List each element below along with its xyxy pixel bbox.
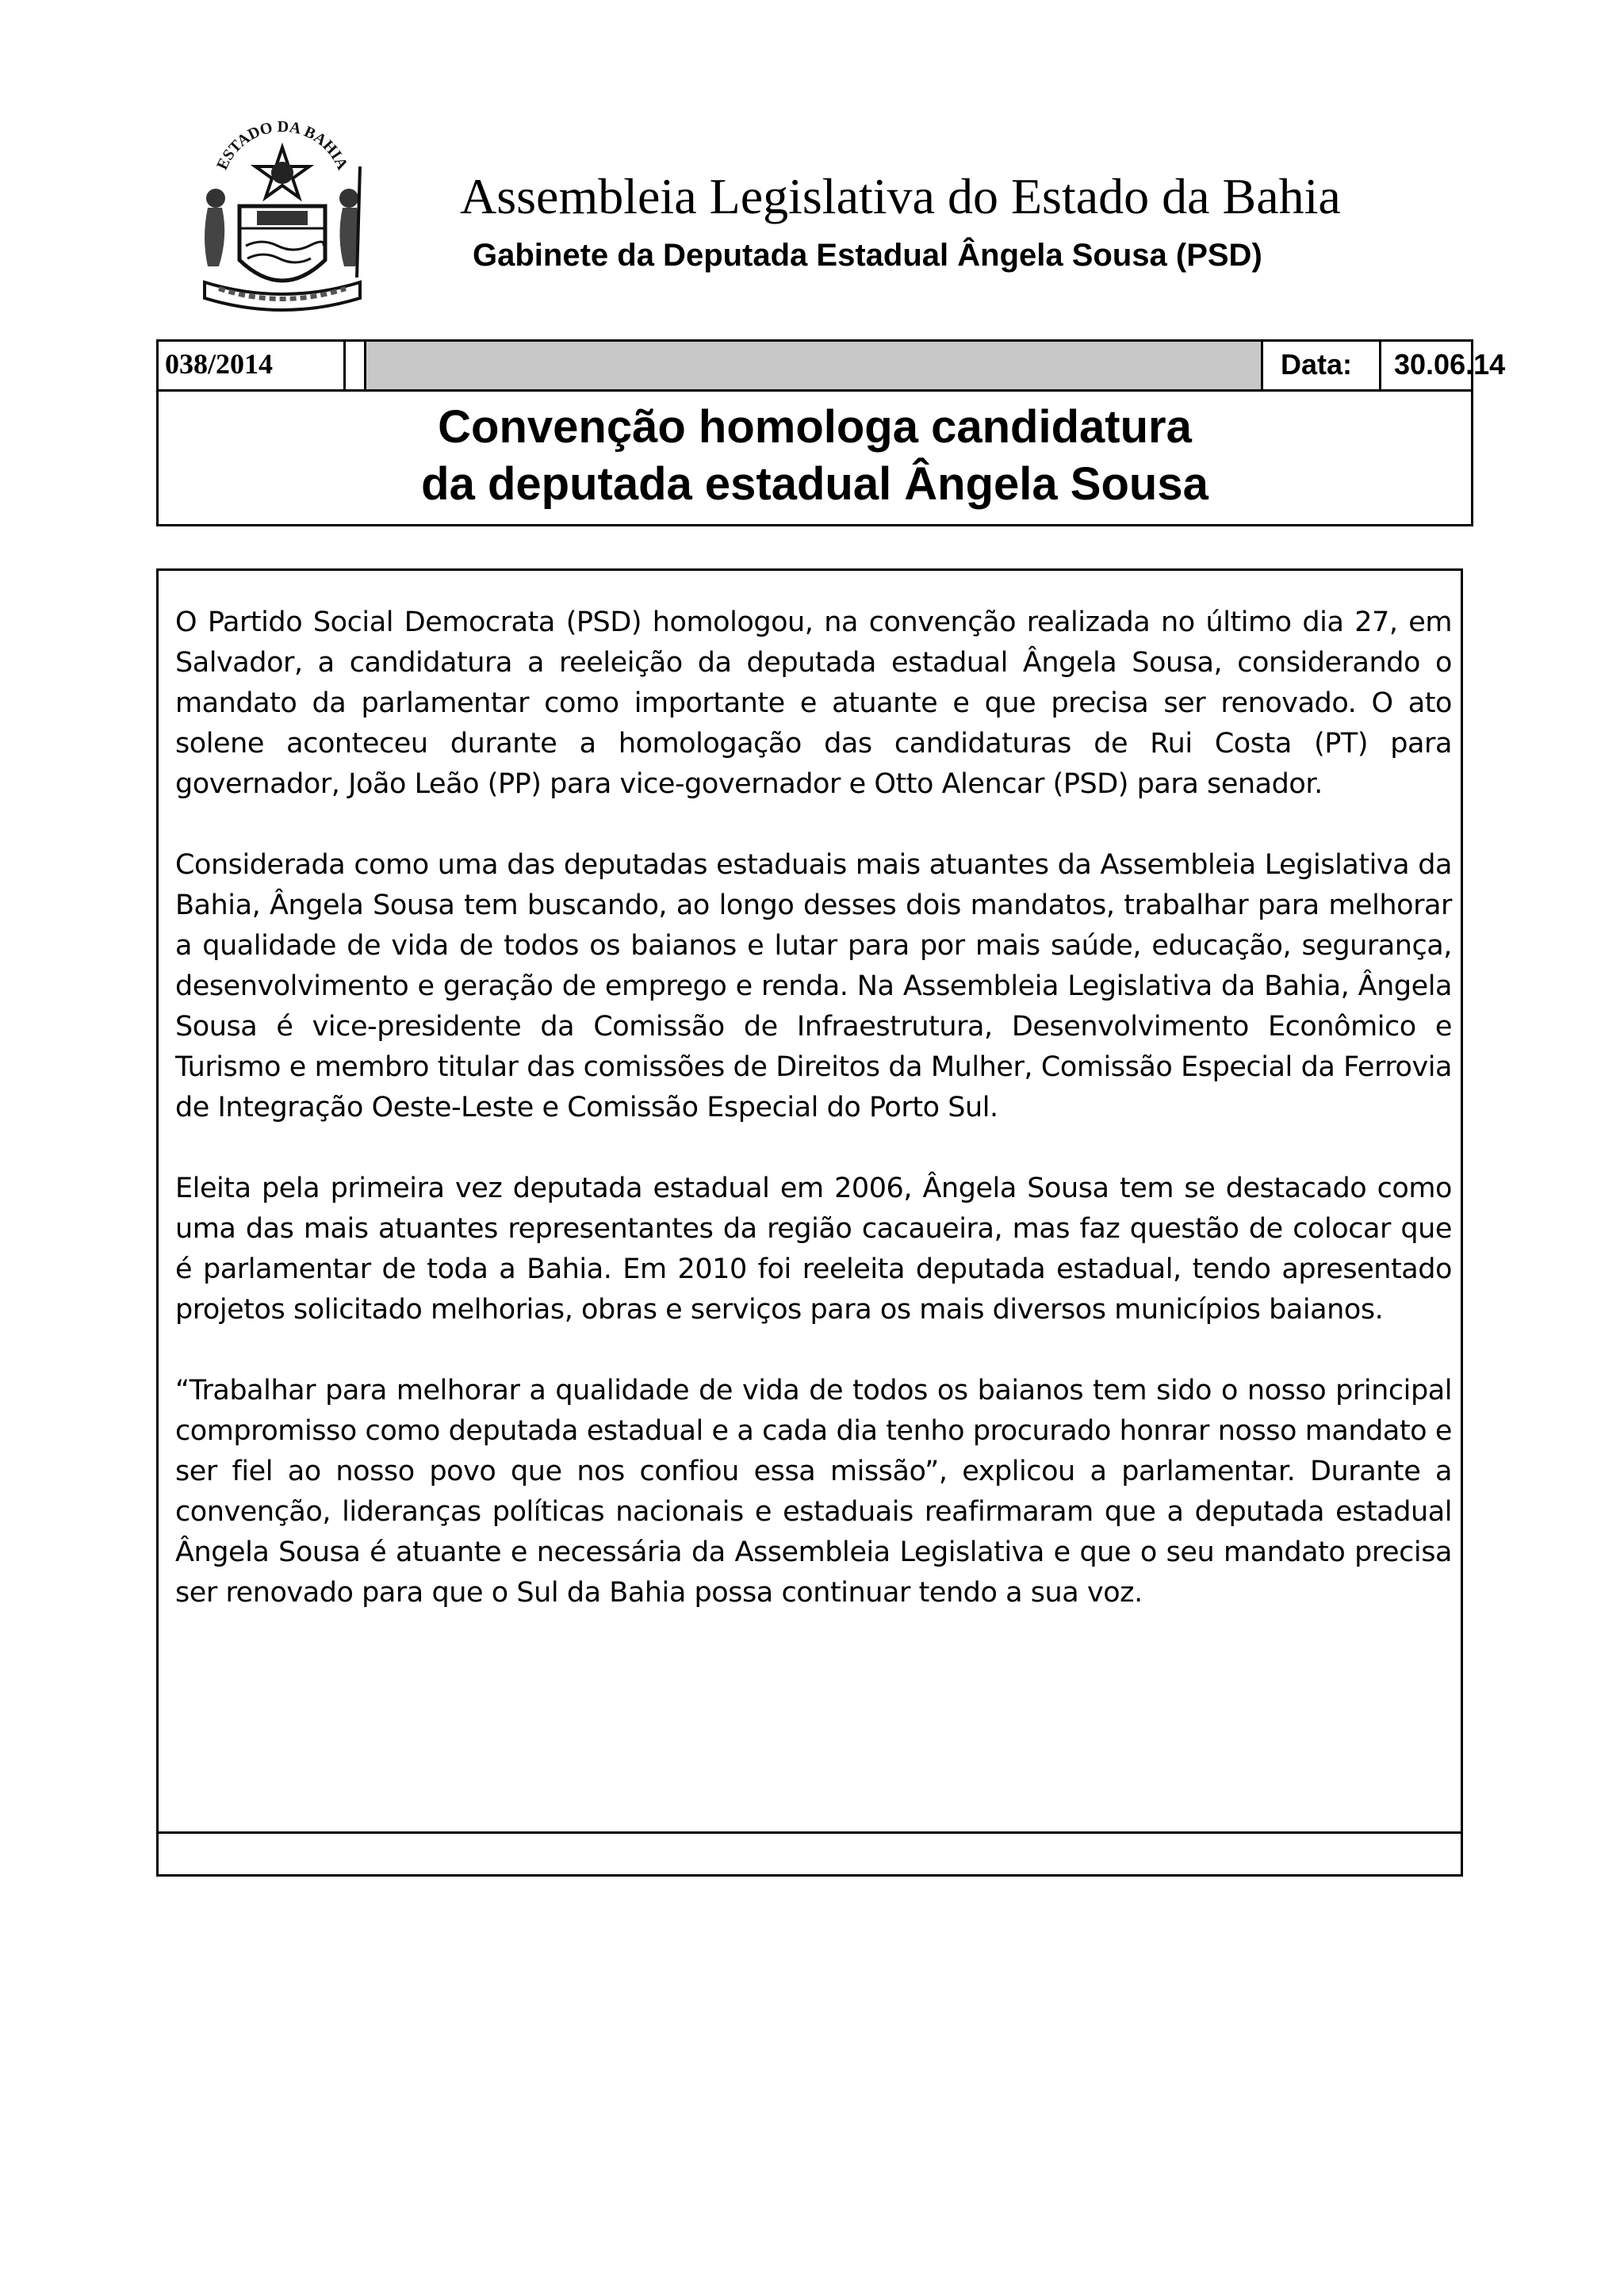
article-paragraph: Considerada como uma das deputadas estaduais mais atuantes da Assembleia Legislativa da Bahia, Ângela Sousa tem buscando, ao longo desses dois mandatos, trabalhar para melhorar a qualidade de vida de todos os baianos e lutar para por mais saúde, educação, segurança, desenvolvimento e geração de emprego e renda. Na Assembleia Legislativa da Bahia, Ângela Sousa é vice-presidente da Comissão de Infraestrutura, Desenvolvimento Econômico e Turismo e membro titular das comissões de Direitos da Mulher, Comissão Especial da Ferrovia de Integração Oeste-Leste e Comissão Especial do Porto Sul.: [175, 849, 1452, 1123]
svg-text:ESTADO DA BAHIA: ESTADO DA BAHIA: [213, 119, 351, 173]
date-value: 30.06.14: [1394, 348, 1506, 381]
institution-title: Assembleia Legislativa do Estado da Bahia: [460, 168, 1341, 224]
article-body: [175, 603, 1452, 1613]
release-header-box: [156, 339, 1506, 526]
article-box: [156, 568, 1463, 1877]
article-paragraph: Eleita pela primeira vez deputada estadual em 2006, Ângela Sousa tem se destacado como uma das mais atuantes representantes da região cacaueira, mas faz questão de colocar que é parlamentar de toda a Bahia. Em 2010 foi reeleita deputada estadual, tendo apresentado projetos solicitado melhorias, obras e serviços para os mais diversos municípios baianos.: [175, 1173, 1452, 1326]
headline-line-1: Convenção homologa candidatura: [438, 401, 1192, 453]
meta-spacer-cell: [346, 342, 366, 389]
meta-shaded-cell: [366, 342, 1263, 389]
headline-line-2: da deputada estadual Ângela Sousa: [421, 458, 1208, 510]
article-paragraph: “Trabalhar para melhorar a qualidade de vida de todos os baianos tem sido o nosso principal compromisso como deputada estadual e a cada dia tenho procurado honrar nosso mandato e ser fiel ao nosso povo que nos confiou essa missão”, explicou a parlamentar. Durante a convenção, lideranças políticas nacionais e estaduais reafirmaram que a deputada estadual Ângela Sousa é atuante e necessária da Assembleia Legislativa e que o seu mandato precisa ser renovado para que o Sul da Bahia possa continuar tendo a sua voz.: [175, 1375, 1452, 1609]
article-paragraph: O Partido Social Democrata (PSD) homologou, na convenção realizada no último dia 27, em Salvador, a candidatura a reeleição da deputada estadual Ângela Sousa, considerando o mandato da parlamentar como importante e atuante e que precisa ser renovado. O ato solene aconteceu durante a homologação das candidaturas de Rui Costa (PT) para governador, João Leão (PP) para vice-governador e Otto Alencar (PSD) para senador.: [175, 607, 1452, 800]
footer-divider: [159, 1831, 1461, 1834]
office-subtitle: Gabinete da Deputada Estadual Ângela Sousa (PSD): [473, 238, 1262, 273]
headline: [159, 399, 1471, 513]
date-label: Data:: [1263, 342, 1381, 389]
release-number: 038/2014: [159, 342, 346, 389]
bahia-coat-of-arms-icon: [190, 119, 374, 327]
release-meta-row: [159, 342, 1506, 392]
